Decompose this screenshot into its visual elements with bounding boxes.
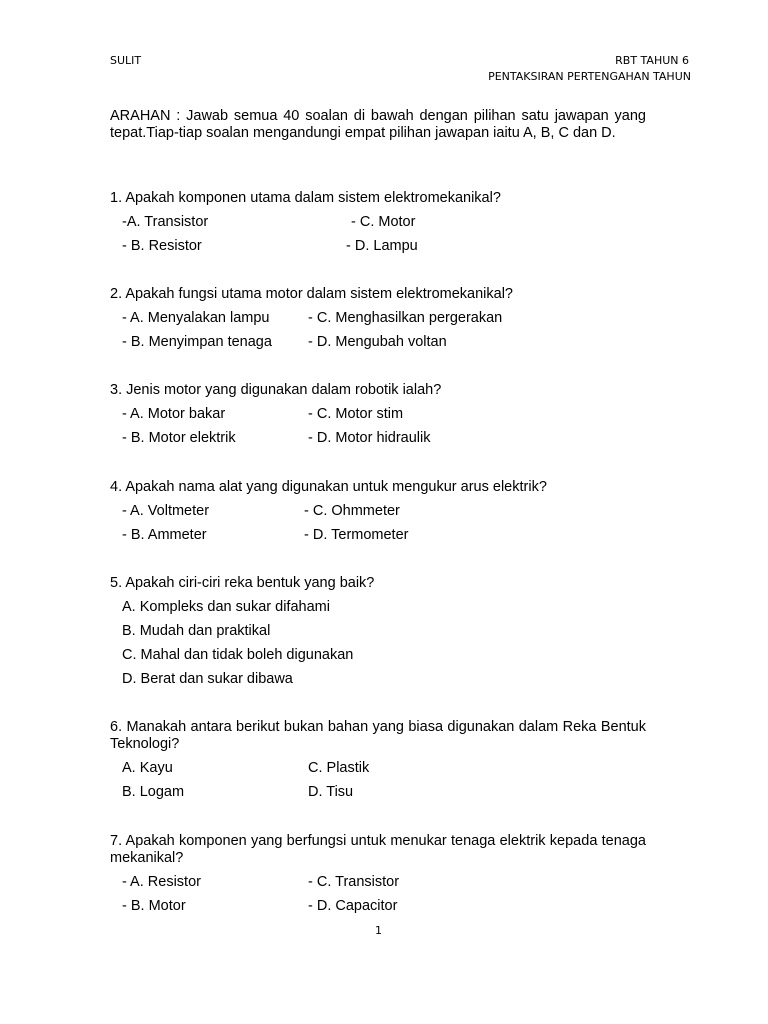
options-row [110,760,646,784]
question-text: 3. Jenis motor yang digunakan dalam robotik ialah? [110,382,442,398]
options-grid [110,406,646,454]
options-row [110,430,646,454]
options-grid [110,214,646,262]
option-a: - A. Menyalakan lampu [122,310,270,326]
options-row [110,784,646,808]
page-number: 1 [375,924,382,937]
option-d: - D. Lampu [346,238,418,254]
option-b: - B. Menyimpan tenaga [122,334,272,350]
options-row [110,503,646,527]
option-a: - A. Motor bakar [122,406,226,422]
options-row [110,214,646,238]
option-b: - B. Resistor [122,238,202,254]
option-a: - A. Voltmeter [122,503,210,519]
options-grid [110,760,646,808]
option-d: D. Tisu [308,784,354,800]
header-classification: SULIT [110,54,142,67]
question-text: 6. Manakah antara berikut bukan bahan yang biasa digunakan dalam Reka Bentuk Teknologi? [110,719,646,752]
options-list [110,599,646,695]
option-c: C. Mahal dan tidak boleh digunakan [122,647,354,663]
option-b: - B. Motor [122,898,186,914]
options-row [110,527,646,551]
question-6 [110,719,646,808]
options-row [110,334,646,358]
option-c: - C. Motor [351,214,416,230]
option-b: B. Mudah dan praktikal [122,623,271,639]
question-5 [110,575,646,695]
option-d: - D. Motor hidraulik [308,430,431,446]
option-a: - A. Resistor [122,874,201,890]
question-text: 7. Apakah komponen yang berfungsi untuk menukar tenaga elektrik kepada tenaga mekanikal? [110,833,646,866]
options-row [110,874,646,898]
options-grid [110,874,646,922]
instructions: ARAHAN : Jawab semua 40 soalan di bawah dengan pilihan satu jawapan yang tepat.Tiap-tiap soalan mengandungi empat pilihan jawapan iaitu A, B, C dan D. [110,108,646,141]
header-subject: RBT TAHUN 6 [615,54,689,67]
option-d: - D. Capacitor [308,898,398,914]
question-7 [110,833,646,922]
question-text: 4. Apakah nama alat yang digunakan untuk mengukur arus elektrik? [110,479,547,495]
options-row [110,310,646,334]
option-a: -A. Transistor [122,214,209,230]
option-d: - D. Mengubah voltan [308,334,447,350]
option-d: - D. Termometer [304,527,409,543]
option-c: - C. Menghasilkan pergerakan [308,310,503,326]
option-a: A. Kompleks dan sukar difahami [122,599,330,615]
question-text: 5. Apakah ciri-ciri reka bentuk yang baik? [110,575,375,591]
option-b: - B. Motor elektrik [122,430,236,446]
header-exam-title: PENTAKSIRAN PERTENGAHAN TAHUN [488,70,691,83]
option-b: - B. Ammeter [122,527,207,543]
option-c: C. Plastik [308,760,370,776]
options-grid [110,310,646,358]
option-c: - C. Motor stim [308,406,404,422]
question-text: 2. Apakah fungsi utama motor dalam sistem elektromekanikal? [110,286,513,302]
option-c: - C. Ohmmeter [304,503,400,519]
question-1 [110,190,646,262]
question-2 [110,286,646,358]
option-b: B. Logam [122,784,185,800]
question-3 [110,382,646,454]
question-4 [110,479,646,551]
question-text: 1. Apakah komponen utama dalam sistem elektromekanikal? [110,190,501,206]
option-c: - C. Transistor [308,874,400,890]
options-row [110,406,646,430]
option-d: D. Berat dan sukar dibawa [122,671,293,687]
options-grid [110,503,646,551]
option-a: A. Kayu [122,760,173,776]
options-row [110,898,646,922]
options-row [110,238,646,262]
